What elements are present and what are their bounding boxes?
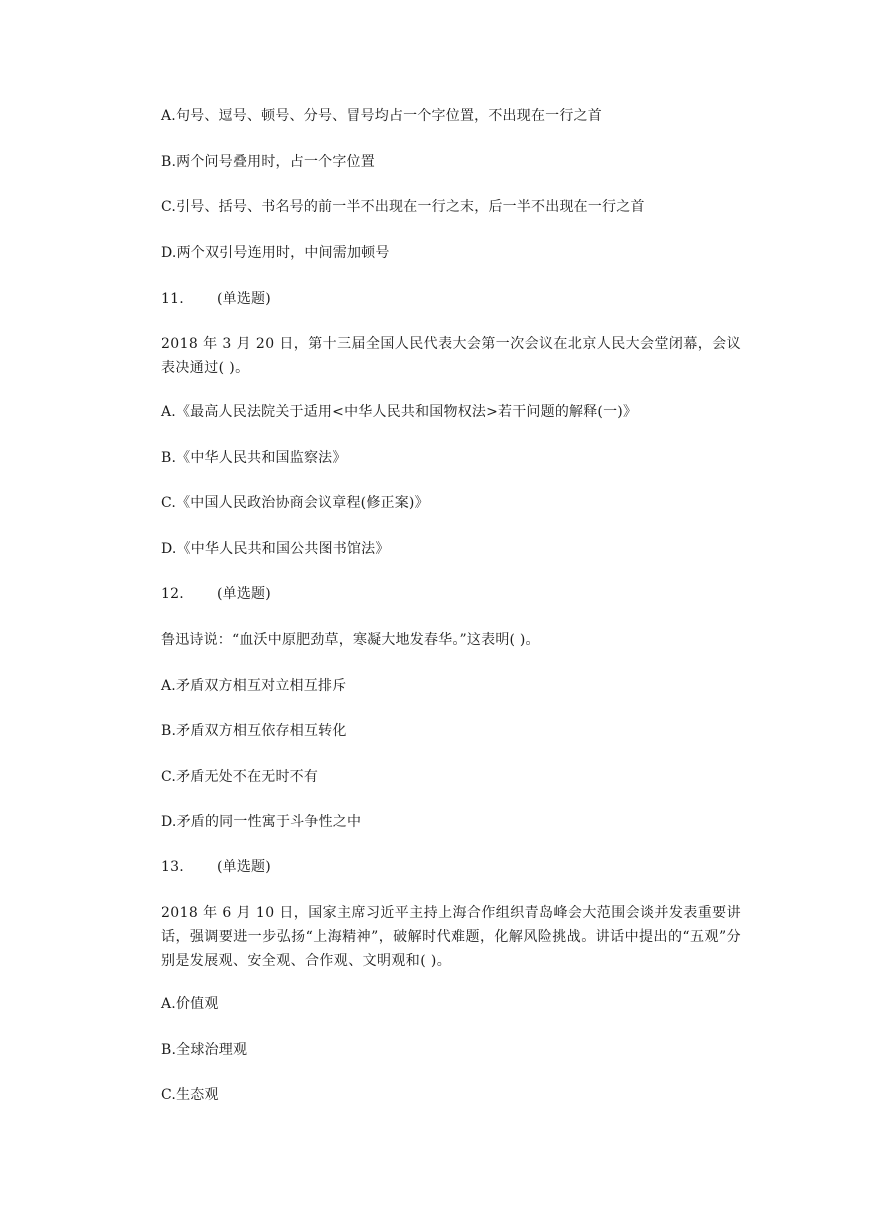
q11-option-a: A.《最高人民法院关于适用<中华人民共和国物权法>若干问题的解释(一)》: [161, 404, 638, 420]
q11-header: [161, 289, 271, 309]
q12-option-b: B.矛盾双方相互依存相互转化: [161, 723, 347, 739]
q12-option-c: C.矛盾无处不在无时不有: [161, 769, 319, 785]
q13-option-b: B.全球治理观: [161, 1042, 248, 1058]
q11-option-d: D.《中华人民共和国公共图书馆法》: [161, 541, 390, 557]
q10-option-a: A.句号、逗号、顿号、分号、冒号均占一个字位置，不出现在一行之首: [161, 108, 602, 124]
q11-stem: 2018 年 3 月 20 日，第十三届全国人民代表大会第一次会议在北京人民大会堂闭幕，会议表决通过( )。: [161, 336, 741, 376]
q10-option-c: C.引号、括号、书名号的前一半不出现在一行之末，后一半不出现在一行之首: [161, 199, 645, 215]
q11-number: 11.: [161, 291, 184, 307]
q10-option-b: B.两个问号叠用时，占一个字位置: [161, 154, 375, 170]
q13-option-c: C.生态观: [161, 1087, 219, 1103]
q12-option-a: A.矛盾双方相互对立相互排斥: [161, 678, 347, 694]
q12-type: (单选题): [217, 586, 271, 602]
q12-option-d: D.矛盾的同一性寓于斗争性之中: [161, 814, 362, 830]
q11-option-b: B.《中华人民共和国监察法》: [161, 450, 347, 466]
q10-option-d: D.两个双引号连用时，中间需加顿号: [161, 245, 390, 261]
q13-number: 13.: [161, 859, 184, 875]
q13-option-a: A.价值观: [161, 996, 219, 1012]
q11-type: (单选题): [217, 291, 271, 307]
q13-stem: 2018 年 6 月 10 日，国家主席习近平主持上海合作组织青岛峰会大范围会谈并发表重要讲话，强调要进一步弘扬“上海精神”，破解时代难题，化解风险挑战。讲话中提出的“五观”分别是发展观、安全观、合作观、文明观和( )。: [161, 905, 741, 969]
q13-header: [161, 857, 271, 877]
q12-number: 12.: [161, 586, 184, 602]
q12-stem: 鲁迅诗说：“血沃中原肥劲草，寒凝大地发春华。”这表明( )。: [161, 632, 540, 648]
q13-type: (单选题): [217, 859, 271, 875]
q12-header: [161, 584, 271, 604]
q11-option-c: C.《中国人民政治协商会议章程(修正案)》: [161, 495, 429, 511]
